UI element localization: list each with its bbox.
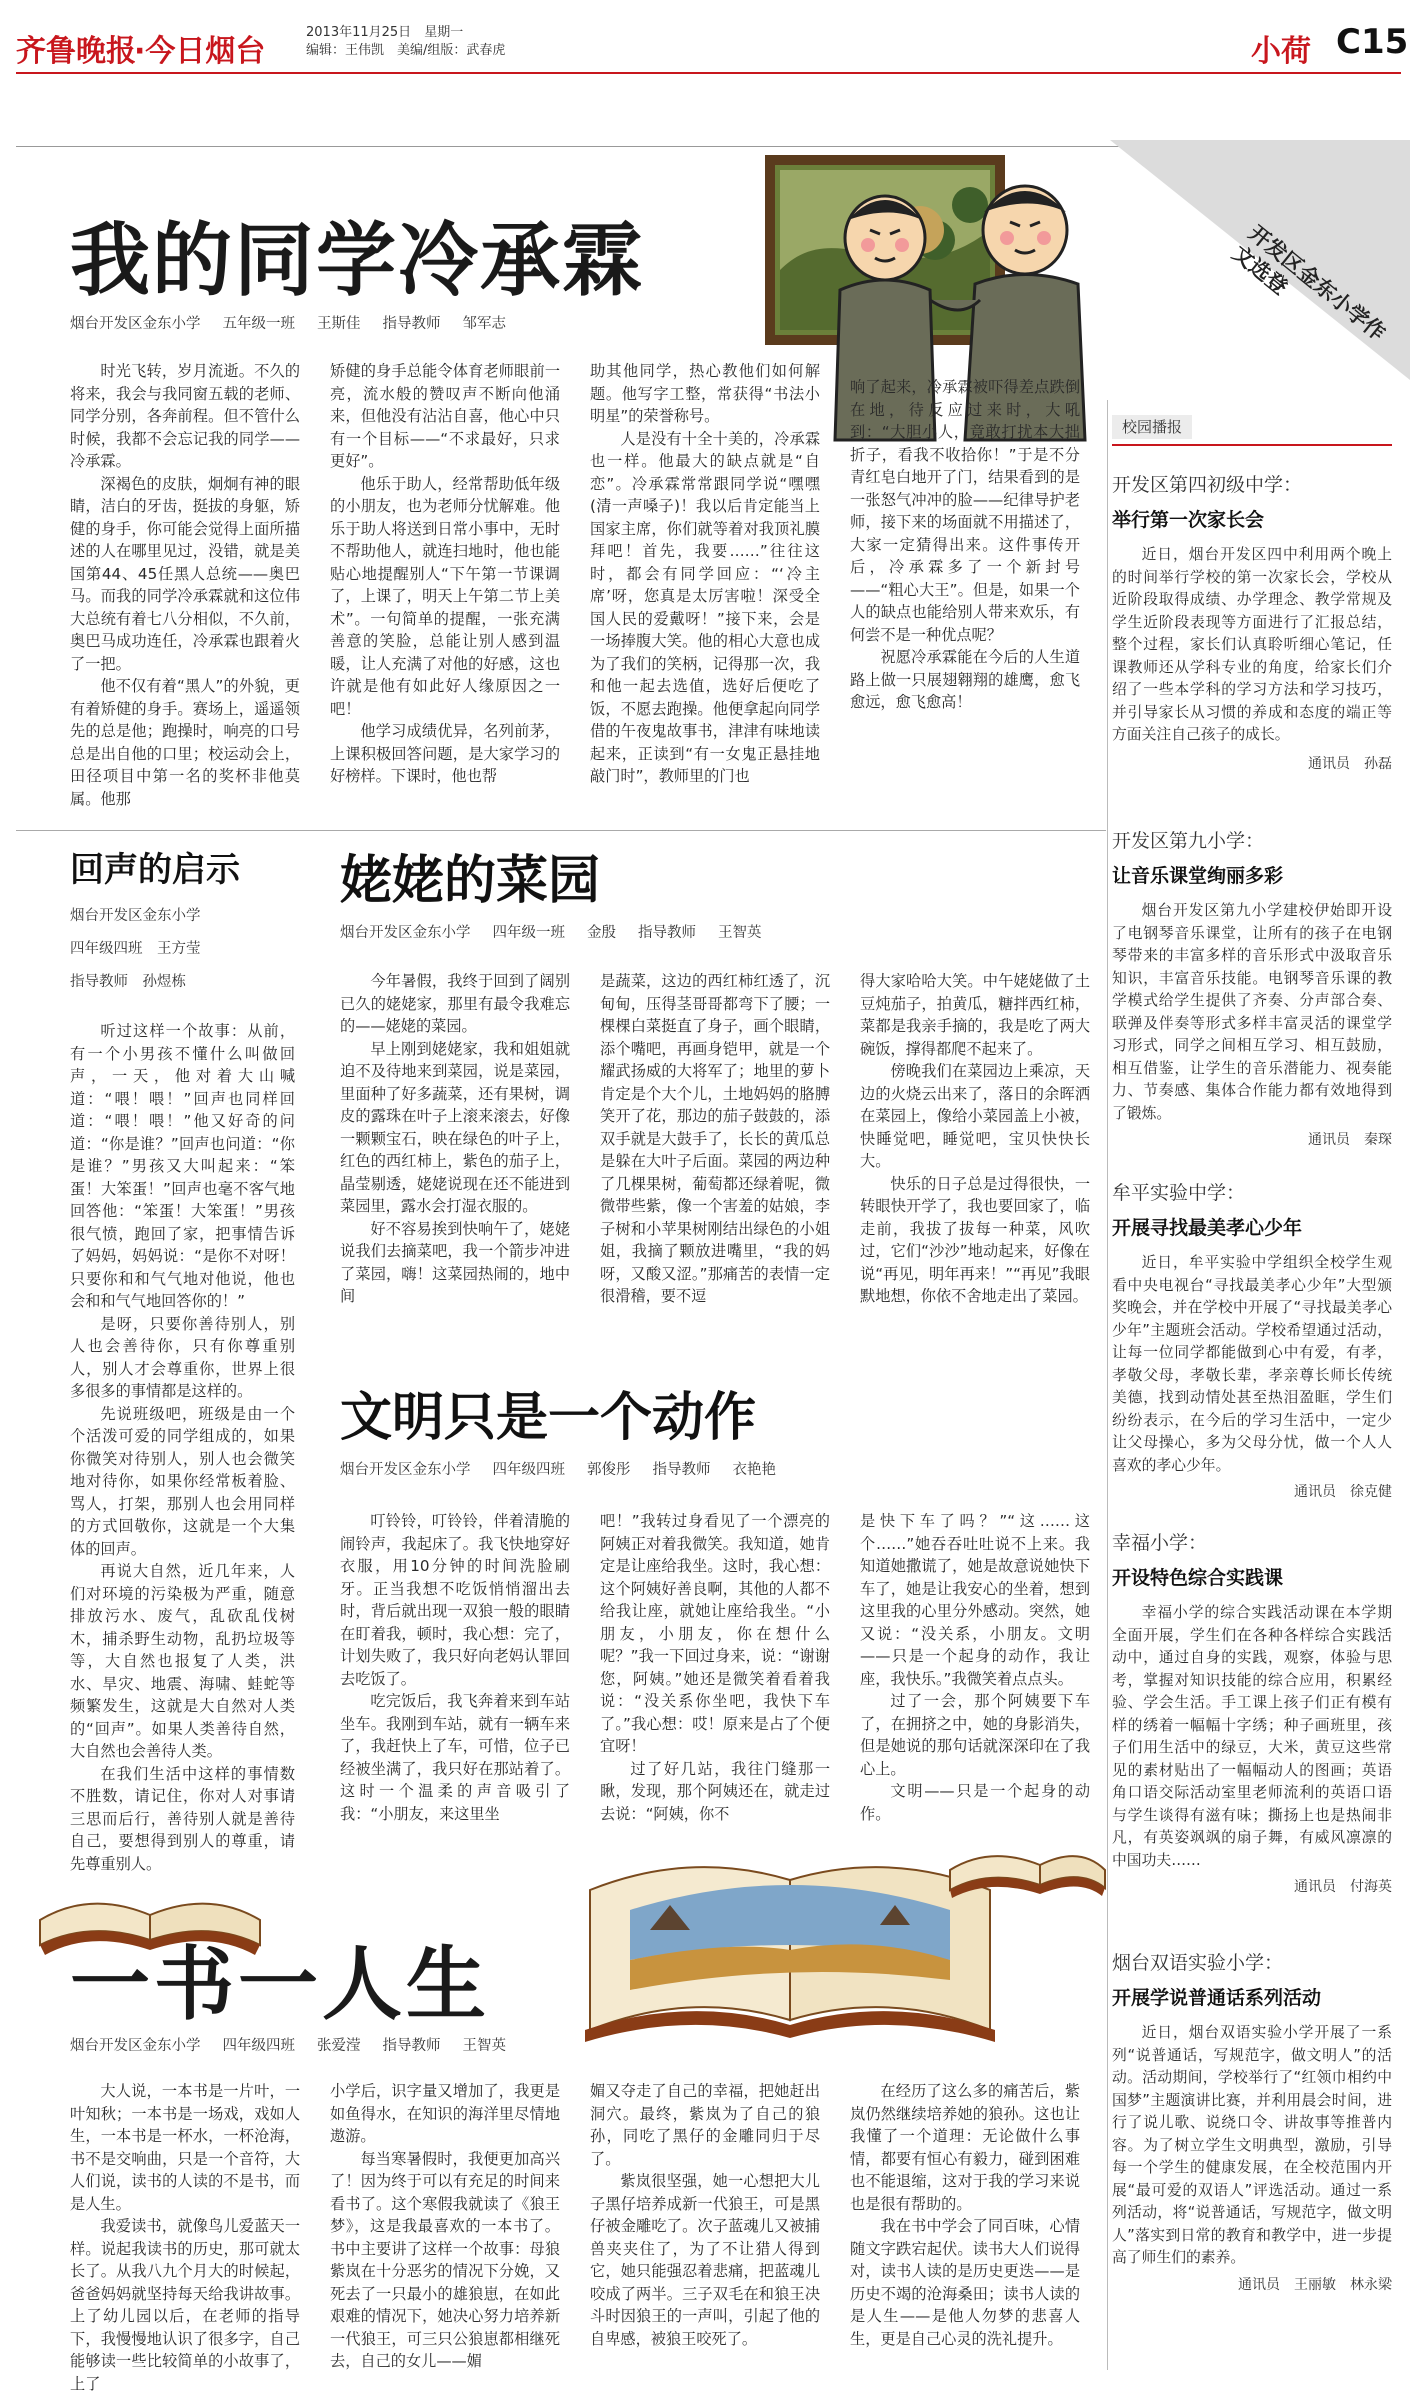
news-school: 幸福小学： bbox=[1112, 1532, 1208, 1554]
byline-teacher: 衣艳艳 bbox=[732, 1462, 776, 1478]
byline-school: 烟台开发区金东小学 bbox=[70, 316, 201, 332]
paragraph: 吧！”我转过身看见了一个漂亮的阿姨正对着我微笑。我知道，她肯定是让座给我坐。这时，我心想：这个阿姨好善良啊，其他的人都不给我让座，就她让座给我坐。“小朋友，小朋友，你在想什么呢？”我一下回过身来，说：“谢谢您，阿姨。”她还是微笑着看着我说：“没关系你坐吧，我快下车了。”我心想：哎！原来是占了个便宜呀！ bbox=[600, 1512, 830, 1755]
article2-title: 回声的启示 bbox=[70, 850, 240, 890]
paragraph: 是蔬菜，这边的西红柿红透了，沉甸甸，压得茎哥哥都弯下了腰；一棵棵白菜挺直了身子，画个眼睛，添个嘴吧，再画身铠甲，就是一个耀武扬威的大将军了；地里的萝卜肯定是个大个儿，土地妈妈的胳膊笑开了花，那边的茄子鼓鼓的，添双手就是大鼓手了，长长的黄瓜总是躲在大叶子后面。菜园的两边种了几棵果树，葡萄都还绿着呢，微微带些紫，像一个害羞的姑娘，李子树和小苹果树刚结出绿色的小姐姐，我摘了颗放进嘴里，“我的妈呀，又酸又涩。”那痛苦的表情一定很滑稽，要不逗 bbox=[600, 972, 830, 1305]
paragraph: 近日，烟台双语实验小学开展了一系列“说普通话，写规范字，做文明人”的活动。活动期间，学校举行了“红领巾相约中国梦”主题演讲比赛，并利用晨会时间，进行了说儿歌、说绕口令、讲故事等推普内容。为了树立学生文明典型，激励，引导每一个学生的健康发展，在全校范围内开展“最可爱的双语人”评选活动。通过一系列活动，将“说普通话，写规范字，做文明人”落实到日常的教育和教学中，进一步提高了师生们的素养。 bbox=[1112, 2024, 1392, 2266]
paragraph: 小学后，识字量又增加了，我更是如鱼得水，在知识的海洋里尽情地遨游。 bbox=[330, 2082, 560, 2145]
paragraph: 人是没有十全十美的，冷承霖也一样。他最大的缺点就是“自恋”。冷承霖常常跟同学说“嘿嘿(清一声嗓子)！我以后肯定能当上国家主席，你们就等着对我顶礼膜拜吧！首先，我要……”往往这时，都会有同学回应：“‘冷主席’呀，您真是太厉害啦！深受全国人民的爱戴呀！”接下来，会是一场捧腹大笑。他的相心大意也成为了我们的笑柄，记得那一次，我和他一起去选值，选好后便吃了饭，不愿去跑操。他便拿起向同学借的午夜鬼故事书，津津有味地读起来，正读到“有一女鬼正悬挂地敲门时”，教师里的门也 bbox=[590, 429, 820, 785]
paragraph: 得大家哈哈大笑。中午姥姥做了土豆炖茄子，拍黄瓜，糖拌西红柿，菜都是我亲手摘的，我是吃了两大碗饭，撑得都爬不起来了。 bbox=[860, 972, 1090, 1058]
section-name: ·今日烟台 bbox=[134, 34, 266, 69]
page-number: C15 bbox=[1336, 22, 1409, 62]
paragraph: 媚又夺走了自己的幸福，把她赶出洞穴。最终，紫岚为了自己的狼孙，同吃了黑仔的金雕同归于尽了。 bbox=[590, 2082, 820, 2168]
paragraph: 紫岚很坚强，她一心想把大儿子黑仔培养成新一代狼王，可是黑仔被金雕吃了。次子蓝魂儿又被捕兽夹夹住了，为了不让猎人得到它，她只能强忍着悲痛，把蓝魂儿咬成了两半。三子双毛在和狼王决斗时因狼王的一声叫，引起了他的自卑感，被狼王咬死了。 bbox=[590, 2172, 820, 2348]
news-body bbox=[1112, 1252, 1392, 1477]
byline-school: 烟台开发区金东小学 bbox=[70, 908, 201, 924]
news-headline: 举行第一次家长会 bbox=[1112, 509, 1265, 531]
article4-title: 文明只是一个动作 bbox=[340, 1388, 757, 1448]
byline-teacher: 王智英 bbox=[462, 2038, 506, 2054]
paragraph: 快乐的日子总是过得很快，一转眼快开学了，我也要回家了，临走前，我拔了拔每一种菜，风吹过，它们“沙沙”地动起来，好像在说“再见，明年再来！”“再见”我眼默地想，你依不舍地走出了菜园。 bbox=[860, 1174, 1090, 1305]
paragraph: 响了起来，冷承霖被吓得差点跌倒在地，待反应过来时，大吼到：“大胆小人，竟敢打扰本大拙折子，看我不收拾你！”于是不分青红皂白地开了门，结果看到的是一张怒气冲冲的脸——纪律导护老师，接下来的场面就不用描述了，大家一定猜得出来。这件事传开后，冷承霖多了一个新封号——“粗心大王”。但是，如果一个人的缺点也能给别人带来欢乐，有何尝不是一种优点呢？ bbox=[850, 378, 1080, 644]
article1-body bbox=[70, 360, 1100, 808]
news-reporter: 通讯员 付海英 bbox=[1294, 1879, 1392, 1895]
masthead-rule bbox=[16, 72, 1401, 74]
paragraph: 先说班级吧，班级是由一个个活泼可爱的同学组成的，如果你微笑对待别人，别人也会微笑地对待你，如果你经常板着脸、骂人，打架，那别人也会用同样的方式回敬你，这就是一个大集体的回声。 bbox=[70, 1404, 295, 1558]
byline-teacher: 王智英 bbox=[718, 925, 762, 941]
byline-teacher-label: 指导教师 bbox=[638, 925, 696, 941]
sidebar-news-2 bbox=[1112, 826, 1392, 1149]
byline-class: 四年级四班 bbox=[222, 2038, 295, 2054]
article1-col2 bbox=[330, 360, 560, 790]
paragraph: 今年暑假，我终于回到了阔别已久的姥姥家，那里有最令我难忘的——姥姥的菜园。 bbox=[340, 972, 570, 1035]
paragraph: 他乐于助人，经常帮助低年级的小朋友，也为老师分忧解难。他乐于助人将送到日常小事中，无时不帮助他人，就连扫地时，他也能贴心地提醒别人“下午第一节课调了，上课了，明天上午第二节上美术”。一句简单的提醒，一张充满善意的笑脸，总能让别人感到温暖，让人充满了对他的好感，这也许就是他有如此好人缘原因之一吧！ bbox=[330, 474, 560, 718]
article3-col3 bbox=[860, 970, 1090, 1380]
paragraph: 祝愿冷承霖能在今后的人生道路上做一只展翅翱翔的雄鹰，愈飞愈远，愈飞愈高！ bbox=[850, 648, 1080, 711]
news-body bbox=[1112, 2022, 1392, 2270]
article4-col2 bbox=[600, 1510, 830, 1855]
issue-date: 2013年11月25日 bbox=[306, 25, 412, 40]
article5-title: 一书一人生 bbox=[70, 1938, 490, 2031]
paragraph: 吃完饭后，我飞奔着来到车站坐车。我刚到车站，就有一辆车来了，我赶快上了车，可惜，位子已经被坐满了，我只好在那站着了。这时一个温柔的声音吸引了我：“小朋友，来这里坐 bbox=[340, 1692, 570, 1823]
paragraph: 助其他同学，热心教他们如何解题。他写字工整，常获得“书法小明星”的荣誉称号。 bbox=[590, 362, 820, 425]
paragraph: 矫健的身手总能令体育老师眼前一亮，流水般的赞叹声不断向他涌来，但他没有沾沾自喜，他心中只有一个目标——“不求最好，只求更好”。 bbox=[330, 362, 560, 470]
article1-title: 我的同学冷承霖 bbox=[70, 214, 644, 307]
article1-byline bbox=[70, 312, 528, 333]
news-reporter: 通讯员 徐克健 bbox=[1294, 1484, 1392, 1500]
article2-byline bbox=[70, 900, 201, 999]
paragraph: 在经历了这么多的痛苦后，紫岚仍然继续培养她的狼孙。这也让我懂了一个道理：无论做什么事情，都要有恒心有毅力，碰到困难也不能退缩，这对于我的学习来说也是很有帮助的。 bbox=[850, 2082, 1080, 2213]
corner-banner bbox=[1110, 140, 1410, 380]
paragraph: 大人说，一本书是一片叶，一叶知秋；一本书是一场戏，戏如人生，一本书是一杯水，一杯沧海，书不是交响曲，只是一个音符，大人们说，读书的人读的不是书，而是人生。 bbox=[70, 2082, 300, 2213]
news-headline: 开展学说普通话系列活动 bbox=[1112, 1987, 1322, 2009]
paragraph: 我在书中学会了同百味，心情随文字跌宕起伏。读书大人们说得对，读书人读的是历史更迭——是历史不竭的沧海桑田；读书人读的是人生——是他人勿梦的悲喜人生，更是自己心灵的洗礼提升。 bbox=[850, 2217, 1080, 2348]
byline-author: 金殷 bbox=[587, 925, 616, 941]
byline-class: 四年级四班 bbox=[492, 1462, 565, 1478]
article5-byline bbox=[70, 2034, 528, 2055]
corner-banner-text: 开发区金东小学作文选登 bbox=[1227, 220, 1390, 346]
paragraph: 烟台开发区第九小学建校伊始即开设了电钢琴音乐课堂，让所有的孩子在电钢琴带来的丰富多样的音乐形式中汲取音乐知识，丰富音乐技能。电钢琴音乐课的教学模式给学生提供了齐奏、分声部合奏、联弹及伴奏等形式多样丰富灵活的课堂学习形式，同学之间相互学习、相互鼓励，相互借鉴，让学生的音乐潜能力、视奏能力、节奏感、集体合作能力都有效地得到了锻炼。 bbox=[1112, 902, 1392, 1122]
newspaper-brand: 齐鲁晚报 bbox=[16, 34, 136, 69]
news-body bbox=[1112, 544, 1392, 747]
byline-teacher-label: 指导教师 bbox=[382, 316, 441, 332]
byline-school: 烟台开发区金东小学 bbox=[340, 925, 471, 941]
article5-col4 bbox=[850, 2080, 1080, 2380]
paragraph: 近日，牟平实验中学组织全校学生观看中央电视台“寻找最美孝心少年”大型颁奖晚会，并在学校中开展了“寻找最美孝心少年”主题班会活动。学校希望通过活动，让每一位同学都能做到心中有爱，有孝，孝敬父母，孝敬长辈，孝亲尊长师长传统美德，找到动情处甚至热泪盈眶，学生们纷纷表示，在今后的学习生活中，一定少让父母操心，多为父母分忧，做一个人人喜欢的孝心少年。 bbox=[1112, 1254, 1392, 1474]
byline-school: 烟台开发区金东小学 bbox=[70, 2038, 201, 2054]
article5-body bbox=[70, 2080, 1100, 2393]
byline-author: 王斯佳 bbox=[317, 316, 361, 332]
article5-col1 bbox=[70, 2080, 300, 2393]
article2-body bbox=[70, 1020, 295, 1873]
news-headline: 开展寻找最美孝心少年 bbox=[1112, 1217, 1303, 1239]
news-headline: 开设特色综合实践课 bbox=[1112, 1567, 1284, 1589]
sidebar-news-5 bbox=[1112, 1948, 1392, 2294]
article3-byline bbox=[340, 921, 784, 942]
news-headline: 让音乐课堂绚丽多彩 bbox=[1112, 865, 1284, 887]
paragraph: 文明——只是一个起身的动作。 bbox=[860, 1782, 1090, 1823]
sidebar-label-box bbox=[1112, 416, 1392, 446]
news-reporter: 通讯员 王丽敏 林永梁 bbox=[1238, 2276, 1392, 2293]
article4-byline bbox=[340, 1458, 798, 1479]
divider bbox=[16, 830, 1106, 831]
paragraph: 深褐色的皮肤，炯炯有神的眼睛，洁白的牙齿，挺拔的身躯，矫健的身手，你可能会觉得上面所描述的人在哪里见过，没错，就是美国第44、45任黑人总统——奥巴马。而我的同学冷承霖就和这位伟大总统有着七八分相似，不久前，奥巴马成功连任，冷承霖也跟着火了一把。 bbox=[70, 474, 300, 673]
byline-class: 四年级一班 bbox=[492, 925, 565, 941]
sidebar-label: 校园播报 bbox=[1112, 415, 1192, 439]
issue-meta bbox=[306, 24, 666, 60]
paragraph: 我爱读书，就像鸟儿爱蓝天一样。说起我读书的历史，那可就太长了。从我八九个月大的时候起，爸爸妈妈就坚持每天给我讲故事。上了幼儿园以后，在老师的指导下，我慢慢地认识了很多字，自己能够读一些比较简单的小故事了，上了 bbox=[70, 2217, 300, 2393]
byline-teacher-label: 指导教师 bbox=[652, 1462, 711, 1478]
article4-col3 bbox=[860, 1510, 1090, 1855]
article4-col1 bbox=[340, 1510, 570, 1855]
news-school: 烟台双语实验小学： bbox=[1112, 1952, 1284, 1974]
byline-author: 张爱滢 bbox=[317, 2038, 361, 2054]
paragraph: 是快下车了吗？”“这……这个……”她吞吞吐吐说不上来。我知道她撒谎了，她是故意说她快下车了，她是让我安心的坐着，想到这里我的心里分外感动。突然，她又说：“没关系，小朋友。文明——只是一个起身的动作，我让座，我快乐。”我微笑着点点头。 bbox=[860, 1512, 1090, 1688]
paragraph: 听过这样一个故事：从前，有一个小男孩不懂什么叫做回声，一天，他对着大山喊道：“喂！喂！”回声也同样回道：“喂！喂！”他又好奇的问道：“你是谁？”回声也问道：“你是谁？”男孩又大叫起来：“笨蛋！大笨蛋！”回声也毫不客气地回答他：“笨蛋！大笨蛋！”男孩很气愤，跑回了家，把事情告诉了妈妈，妈妈说：“是你不对呀！只要你和和气气地对他说，他也会和和气气地回答你的！” bbox=[70, 1022, 295, 1310]
paragraph: 他学习成绩优异，名列前茅，上课积极回答问题，是大家学习的好榜样。下课时，他也帮 bbox=[330, 722, 560, 785]
news-body bbox=[1112, 900, 1392, 1125]
news-reporter: 通讯员 秦琛 bbox=[1308, 1132, 1392, 1148]
article4-body bbox=[340, 1510, 1100, 1855]
byline-class: 五年级一班 bbox=[222, 316, 295, 332]
byline-school: 烟台开发区金东小学 bbox=[340, 1462, 471, 1478]
paragraph: 早上刚到姥姥家，我和姐姐就迫不及待地来到菜园，说是菜园，里面种了好多蔬菜，还有果树，调皮的露珠在叶子上滚来滚去，好像一颗颗宝石，映在绿色的叶子上，红色的西红柿上，紫色的茄子上，晶莹剔透，姥姥说现在还不能进到菜园里，露水会打湿衣服的。 bbox=[340, 1039, 570, 1215]
section-right: 小荷 bbox=[1251, 34, 1311, 69]
paragraph: 幸福小学的综合实践活动课在本学期全面开展，学生们在各种各样综合实践活动中，通过自身的实践，观察，体验与思考，掌握对知识技能的综合应用，积累经验、学会生活。手工课上孩子们正有模有样的绣着一幅幅十字绣；种子画班里，孩子们用生活中的绿豆，大米，黄豆这些常见的素材贴出了一幅幅动人的图画；英语角口语交际活动室里老师流利的英语口语与学生谈得有滋有味；撕扬上也是热闹非凡，有英姿飒飒的扇子舞，有威风凛凛的中国功夫…… bbox=[1112, 1604, 1392, 1869]
byline-teacher-label: 指导教师 bbox=[382, 2038, 441, 2054]
article3-col1 bbox=[340, 970, 570, 1380]
issue-editors: 编辑：王伟凯 美编/组版：武春虎 bbox=[306, 43, 506, 58]
news-school: 牟平实验中学： bbox=[1112, 1182, 1246, 1204]
paragraph: 他不仅有着“黑人”的外貌，更有着矫健的身手。赛场上，遥遥领先的总是他；跑操时，响亮的口号总是出自他的口里；校运动会上，田径项目中第一名的奖杯非他莫属。他那 bbox=[70, 677, 300, 808]
news-reporter: 通讯员 孙磊 bbox=[1308, 755, 1392, 772]
paragraph: 傍晚我们在菜园边上乘凉，天边的火烧云出来了，落日的余晖洒在菜园上，像给小菜园盖上小被，快睡觉吧，睡觉吧，宝贝快快长大。 bbox=[860, 1062, 1090, 1170]
article3-title: 姥姥的菜园 bbox=[340, 851, 601, 911]
issue-weekday: 星期一 bbox=[424, 25, 464, 40]
article3-col2 bbox=[600, 970, 830, 1380]
byline-teacher: 邹军志 bbox=[462, 316, 506, 332]
paragraph: 时光飞转，岁月流逝。不久的将来，我会与我同窗五载的老师、同学分别，各奔前程。但不管什么时候，我都不会忘记我的同学——冷承霖。 bbox=[70, 362, 300, 470]
paragraph: 近日，烟台开发区四中利用两个晚上的时间举行学校的第一次家长会，学校从近阶段取得成绩、办学理念、教学常规及学生近阶段表现等方面进行了汇报总结，整个过程，家长们认真聆听细心笔记，任课教师还从学科专业的角度，给家长们介绍了一些本学科的学习方法和学习技巧，并引导家长从习惯的养成和态度的端正等方面关注自己孩子的成长。 bbox=[1112, 546, 1392, 743]
paragraph: 好不容易挨到快响午了，姥姥说我们去摘菜吧，我一个箭步冲进了菜园，嗨！这菜园热闹的，地中间 bbox=[340, 1219, 570, 1305]
paragraph: 是呀，只要你善待别人，别人也会善待你，只有你尊重别人，别人才会尊重你，世界上很多很多的事情都是这样的。 bbox=[70, 1314, 295, 1400]
article1-col1 bbox=[70, 360, 300, 808]
article1-col3 bbox=[590, 360, 820, 790]
paragraph: 每当寒暑假时，我便更加高兴了！因为终于可以有充足的时间来看书了。这个寒假我就读了《狼王梦》，这是我最喜欢的一本书了。书中主要讲了这样一个故事：母狼紫岚在十分恶劣的情况下分娩，又死去了一只最小的雄狼崽，在如此艰难的情况下，她决心努力培养新一代狼王，可三只公狼崽都相继死去，自己的女儿——媚 bbox=[330, 2149, 560, 2370]
sidebar-divider bbox=[1107, 400, 1108, 2370]
paragraph: 在我们生活中这样的事情数不胜数，请记住，你对人对事请三思而后行，善待别人就是善待自己，要想得到别人的尊重，请先尊重别人。 bbox=[70, 1764, 295, 1873]
paragraph: 叮铃铃，叮铃铃，伴着清脆的闹铃声，我起床了。我飞快地穿好衣服，用10分钟的时间洗脸刷牙。正当我想不吃饭悄悄溜出去时，背后就出现一双狼一般的眼睛在盯着我，顿时，我心想：完了，计划失败了，我只好向老妈认罪回去吃饭了。 bbox=[340, 1512, 570, 1688]
article5-col2 bbox=[330, 2080, 560, 2380]
paragraph: 再说大自然，近几年来，人们对环境的污染极为严重，随意排放污水、废气，乱砍乱伐树木，捕杀野生动物，乱扔垃圾等等，大自然也报复了人类，洪水、旱灾、地震、海啸、蛙蛇等频繁发生，这就是大自然对人类的“回声”。如果人类善待自然，大自然也会善待人类。 bbox=[70, 1562, 295, 1760]
news-body bbox=[1112, 1602, 1392, 1872]
news-school: 开发区第九小学： bbox=[1112, 830, 1265, 852]
sidebar-news-3 bbox=[1112, 1178, 1392, 1501]
masthead bbox=[16, 22, 1409, 69]
article3-body bbox=[340, 970, 1100, 1380]
article5-col3 bbox=[590, 2080, 820, 2380]
byline-class-author: 四年级四班 王方莹 bbox=[70, 941, 201, 957]
byline-author: 郭俊彤 bbox=[587, 1462, 631, 1478]
news-school: 开发区第四初级中学： bbox=[1112, 474, 1303, 496]
sidebar-news-1 bbox=[1112, 470, 1392, 773]
byline-teacher: 指导教师 孙煜栋 bbox=[70, 974, 186, 990]
article1-col4 bbox=[850, 360, 1080, 790]
paragraph: 过了一会，那个阿姨要下车了，在拥挤之中，她的身影消失，但是她说的那句话就深深印在了我心上。 bbox=[860, 1692, 1090, 1778]
sidebar-news-4 bbox=[1112, 1528, 1392, 1896]
paragraph: 过了好几站，我往门缝那一瞅，发现，那个阿姨还在，就走过去说：“阿姨，你不 bbox=[600, 1759, 830, 1823]
